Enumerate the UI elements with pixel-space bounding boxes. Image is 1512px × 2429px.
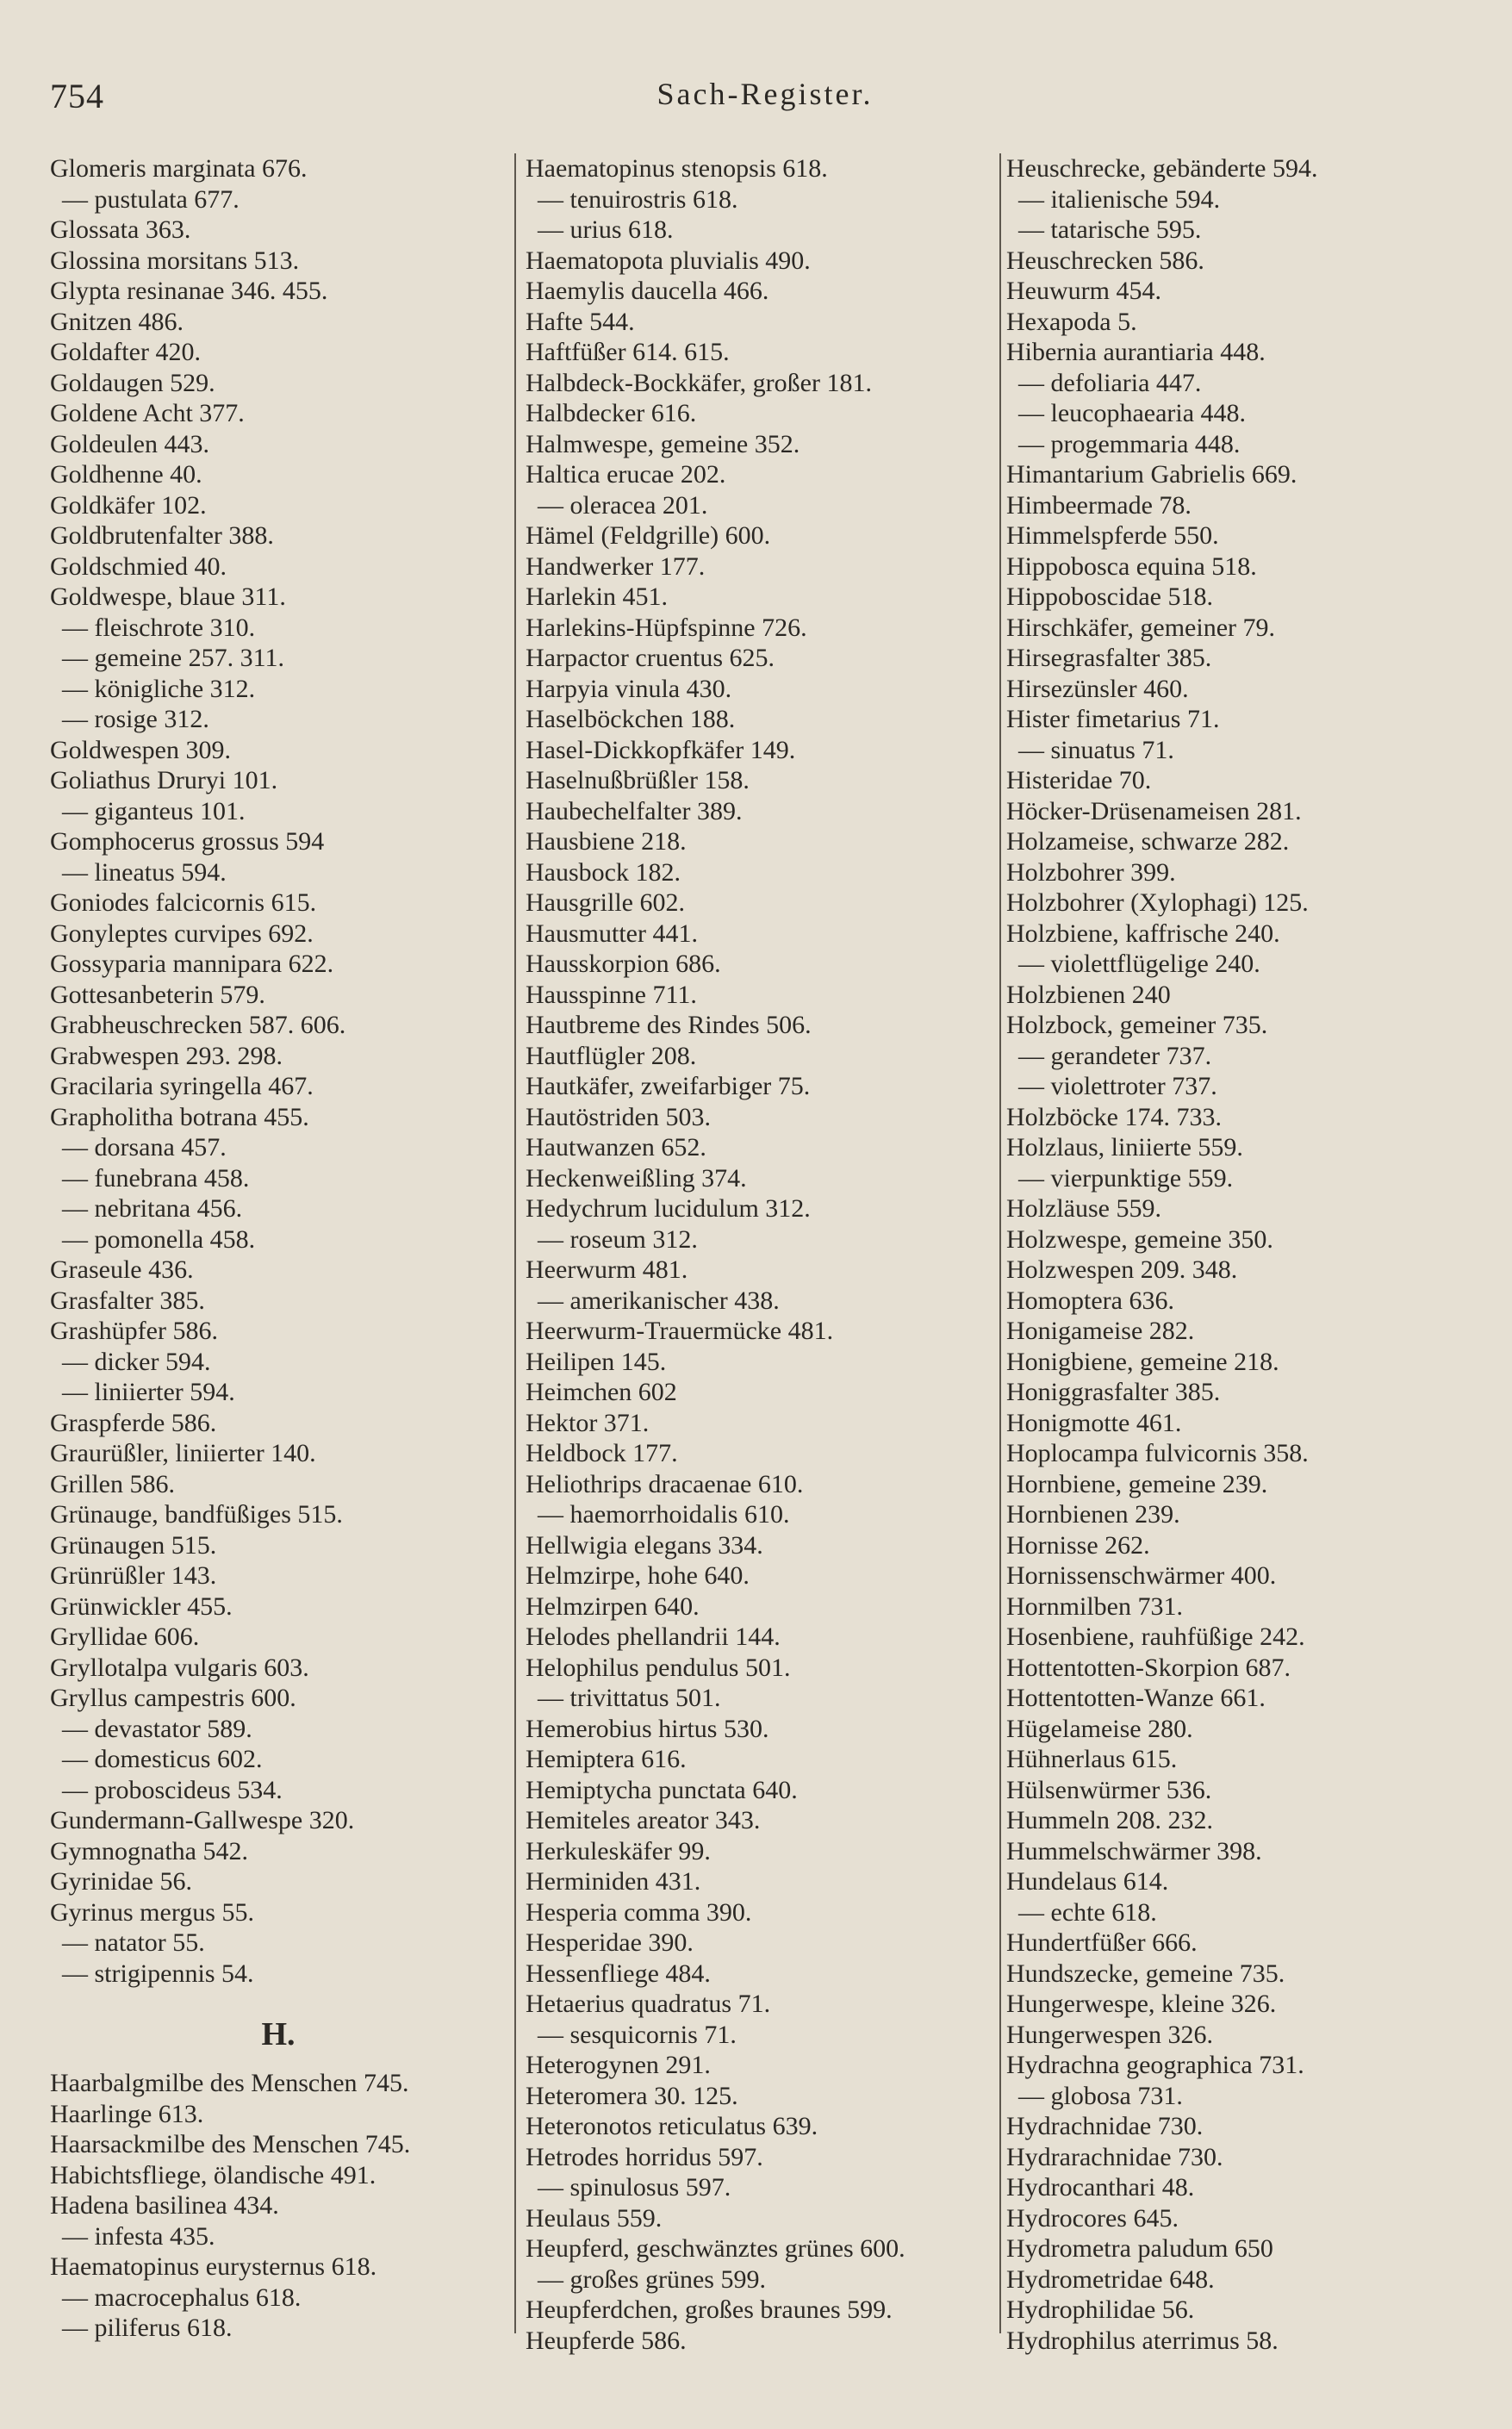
index-entry: Hornbienen 239. [1006,1500,1180,1529]
index-entry: Hausbiene 218. [526,827,687,856]
index-entry: Hausskorpion 686. [526,950,721,978]
index-entry: Helodes phellandrii 144. [526,1622,781,1651]
column-divider [999,153,1001,2333]
index-entry: Hetrodes horridus 597. [526,2142,763,2171]
index-entry: Goldschmied 40. [50,551,227,581]
index-entry: Grabheuschrecken 587. 606. [50,1011,346,1039]
index-entry: Hügelameise 280. [1006,1714,1193,1743]
index-entry: Grünwickler 455. [50,1591,233,1621]
index-entry: Helophilus pendulus 501. [526,1653,791,1682]
index-entry: Heupferd, geschwänztes grünes 600. [526,2234,905,2263]
index-entry: Hydrometridae 648. [1006,2264,1215,2294]
index-subentry: — strigipennis 54. [62,1959,254,1988]
index-entry: Hautwanzen 652. [526,1133,706,1162]
index-entry: Holzlaus, liniierte 559. [1006,1133,1243,1162]
page-header [50,76,1480,119]
index-entry: Goldkäfer 102. [50,490,207,520]
index-entry: Hydrocanthari 48. [1006,2173,1195,2202]
index-entry: Gryllus campestris 600. [50,1684,296,1712]
index-entry: Histeridae 70. [1006,766,1152,794]
index-entry: Gomphocerus grossus 594 [50,827,325,856]
index-entry: Gossyparia mannipara 622. [50,950,334,978]
index-entry: Grabwespen 293. 298. [50,1041,283,1070]
index-entry: Hautkäfer, zweifarbiger 75. [526,1072,811,1100]
index-entry: Honigameise 282. [1006,1317,1195,1345]
index-subentry: — sinuatus 71. [1018,735,1174,764]
index-entry: Hülsenwürmer 536. [1006,1775,1212,1804]
column-divider [514,153,516,2333]
index-entry: Gryllidae 606. [50,1622,200,1651]
index-entry: Habichtsfliege, ölandische 491. [50,2160,376,2189]
index-entry: Hydrarachnidae 730. [1006,2142,1223,2171]
index-subentry: — nebritana 456. [62,1194,243,1223]
index-subentry: — gerandeter 737. [1018,1041,1212,1070]
index-entry: Heilipen 145. [526,1347,667,1376]
index-subentry: — fleischrote 310. [62,613,256,642]
index-entry: Hautflügler 208. [526,1041,697,1070]
index-entry: Himmelspferde 550. [1006,521,1219,550]
index-subentry: — infesta 435. [62,2221,215,2251]
index-entry: Hundelaus 614. [1006,1867,1169,1896]
index-entry: Gundermann-Gallwespe 320. [50,1806,355,1834]
index-subentry: — spinulosus 597. [538,2173,731,2202]
index-entry: Hirsezünsler 460. [1006,674,1189,703]
index-entry: Himbeermade 78. [1006,490,1192,520]
index-entry: Graseule 436. [50,1255,194,1284]
index-subentry: — proboscideus 534. [62,1775,283,1804]
index-subentry: — progemmaria 448. [1018,429,1241,458]
index-entry: Hydrophilidae 56. [1006,2295,1195,2324]
index-entry: Holzbock, gemeiner 735. [1006,1011,1268,1039]
index-entry: Harpyia vinula 430. [526,674,732,703]
index-subentry: — pomonella 458. [62,1224,256,1254]
index-entry: Grasfalter 385. [50,1286,205,1315]
index-subentry: — pustulata 677. [62,184,240,214]
index-entry: Goldhenne 40. [50,460,202,489]
index-entry: Haematopinus eurysternus 618. [50,2252,377,2281]
index-entry: Homoptera 636. [1006,1286,1174,1315]
index-entry: Hornbiene, gemeine 239. [1006,1469,1268,1498]
index-entry: Gonyleptes curvipes 692. [50,919,314,948]
index-entry: Graurüßler, liniierter 140. [50,1439,316,1467]
index-entry: Herkuleskäfer 99. [526,1836,711,1865]
index-entry: Hippobosca equina 518. [1006,551,1257,581]
index-entry: Hirsegrasfalter 385. [1006,644,1212,672]
index-entry: Hundertfüßer 666. [1006,1928,1198,1957]
index-column-2 [526,153,1008,2359]
index-subentry: — domesticus 602. [62,1745,263,1773]
index-entry: Hektor 371. [526,1408,650,1437]
index-entry: Hemiptera 616. [526,1745,687,1773]
index-entry: Harlekin 451. [526,582,668,611]
index-entry: Haltica erucae 202. [526,460,726,489]
index-entry: Harpactor cruentus 625. [526,644,775,672]
index-entry: Gracilaria syringella 467. [50,1072,314,1100]
index-subentry: — vierpunktige 559. [1018,1163,1234,1193]
index-entry: Hummeln 208. 232. [1006,1806,1213,1834]
index-entry: Hasel-Dickkopfkäfer 149. [526,735,796,764]
index-entry: Heimchen 602 [526,1378,677,1406]
index-entry: Hemiteles areator 343. [526,1806,761,1834]
index-entry: Haarbalgmilbe des Menschen 745. [50,2069,409,2097]
index-entry: Gnitzen 486. [50,307,184,336]
index-entry: Hedychrum lucidulum 312. [526,1194,811,1223]
index-entry: Hexapoda 5. [1006,307,1137,336]
index-entry: Hellwigia elegans 334. [526,1530,763,1560]
index-entry: Hausgrille 602. [526,888,685,917]
index-subentry: — amerikanischer 438. [538,1286,780,1315]
index-entry: Himantarium Gabrielis 669. [1006,460,1297,489]
index-entry: Hesperia comma 390. [526,1897,752,1927]
index-entry: Hühnerlaus 615. [1006,1745,1178,1773]
index-entry: Hummelschwärmer 398. [1006,1836,1262,1865]
index-entry: Goniodes falcicornis 615. [50,888,317,917]
index-entry: Gymnognatha 542. [50,1836,248,1865]
index-entry: Glypta resinanae 346. 455. [50,277,328,305]
index-entry: Hungerwespe, kleine 326. [1006,1990,1277,2018]
index-entry: Hesperidae 390. [526,1928,694,1957]
index-entry: Hornmilben 731. [1006,1591,1183,1621]
page-number: 754 [50,77,104,115]
index-entry: Honigmotte 461. [1006,1408,1182,1437]
index-entry: Haselnußbrüßler 158. [526,766,750,794]
index-entry: Gryllotalpa vulgaris 603. [50,1653,309,1682]
index-entry: Holzbohrer 399. [1006,857,1176,887]
index-entry: Holzameise, schwarze 282. [1006,827,1290,856]
index-entry: Hydrachnidae 730. [1006,2112,1204,2140]
index-entry: Hafte 544. [526,307,635,336]
index-subentry: — urius 618. [538,215,674,244]
index-entry: Grünaugen 515. [50,1530,217,1560]
index-entry: Hornissenschwärmer 400. [1006,1561,1277,1590]
index-entry: Honigbiene, gemeine 218. [1006,1347,1279,1376]
index-entry: Hemerobius hirtus 530. [526,1714,769,1743]
index-entry: Grapholitha botrana 455. [50,1102,309,1131]
index-entry: Hosenbiene, rauhfüßige 242. [1006,1622,1305,1651]
index-subentry: — oleracea 201. [538,490,708,520]
index-entry: Haarlinge 613. [50,2099,204,2128]
index-subentry: — piliferus 618. [62,2314,233,2342]
index-subentry: — dicker 594. [62,1347,211,1376]
index-entry: Heuwurm 454. [1006,277,1161,305]
index-subentry: — natator 55. [62,1928,205,1957]
index-entry: Heupferde 586. [526,2326,687,2355]
index-entry: Handwerker 177. [526,551,706,581]
index-entry: Glossata 363. [50,215,191,244]
index-entry: Heteromera 30. 125. [526,2081,738,2110]
index-entry: Heerwurm 481. [526,1255,688,1284]
index-subentry: — rosige 312. [62,705,209,733]
index-entry: Grillen 586. [50,1469,175,1498]
index-entry: Heliothrips dracaenae 610. [526,1469,804,1498]
index-entry: Heckenweißling 374. [526,1163,747,1193]
index-entry: Haemylis daucella 466. [526,277,769,305]
index-subentry: — giganteus 101. [62,796,246,825]
index-entry: Höcker-Drüsenameisen 281. [1006,796,1302,825]
index-entry: Holzbienen 240 [1006,980,1171,1009]
index-entry: Gyrinidae 56. [50,1867,192,1896]
index-entry: Hibernia aurantiaria 448. [1006,338,1266,366]
index-subentry: — violettroter 737. [1018,1072,1217,1100]
index-entry: Hottentotten-Skorpion 687. [1006,1653,1291,1682]
index-entry: Hydrocores 645. [1006,2203,1179,2233]
index-entry: Helmzirpe, hohe 640. [526,1561,750,1590]
index-entry: Gyrinus mergus 55. [50,1897,254,1927]
index-subentry: — funebrana 458. [62,1163,250,1193]
index-subentry: — macrocephalus 618. [62,2283,302,2312]
index-entry: Hungerwespen 326. [1006,2020,1213,2049]
index-subentry: — lineatus 594. [62,857,227,887]
index-entry: Hydrophilus aterrimus 58. [1006,2326,1279,2355]
index-entry: Halmwespe, gemeine 352. [526,429,800,458]
index-entry: Haselböckchen 188. [526,705,736,733]
index-entry: Hessenfliege 484. [526,1959,711,1988]
index-subentry: — italienische 594. [1018,184,1221,214]
index-entry: Helmzirpen 640. [526,1591,700,1621]
index-subentry: — großes grünes 599. [538,2264,766,2294]
index-entry: Herminiden 431. [526,1867,701,1896]
index-entry: Glomeris marginata 676. [50,154,308,183]
index-subentry: — dorsana 457. [62,1133,227,1162]
index-entry: Grünauge, bandfüßiges 515. [50,1500,343,1529]
index-entry: Hottentotten-Wanze 661. [1006,1684,1266,1712]
index-entry: Goliathus Druryi 101. [50,766,278,794]
index-subentry: — leucophaearia 448. [1018,399,1247,427]
index-subentry: — tatarische 595. [1018,215,1202,244]
index-entry: Hautöstriden 503. [526,1102,711,1131]
index-entry: Haematopota pluvialis 490. [526,246,811,275]
index-subentry: — liniierter 594. [62,1378,235,1406]
index-entry: Hippoboscidae 518. [1006,582,1213,611]
index-subentry: — sesquicornis 71. [538,2020,737,2049]
index-subentry: — gemeine 257. 311. [62,644,285,672]
index-entry: Hirschkäfer, gemeiner 79. [1006,613,1275,642]
index-entry: Holzböcke 174. 733. [1006,1102,1222,1131]
index-entry: Goldwespen 309. [50,735,231,764]
index-entry: Gottesanbeterin 579. [50,980,265,1009]
index-entry: Grashüpfer 586. [50,1317,218,1345]
index-entry: Halbdeck-Bockkäfer, großer 181. [526,368,872,397]
index-subentry: — königliche 312. [62,674,256,703]
register-columns [50,153,1480,2359]
index-entry: Glossina morsitans 513. [50,246,300,275]
index-entry: Holzwespen 209. 348. [1006,1255,1238,1284]
index-entry: Hausbock 182. [526,857,681,887]
index-entry: Hautbreme des Rindes 506. [526,1011,812,1039]
index-entry: Heerwurm-Trauermücke 481. [526,1317,834,1345]
index-entry: Hornisse 262. [1006,1530,1150,1560]
index-entry: Hausspinne 711. [526,980,697,1009]
index-entry: Harlekins-Hüpfspinne 726. [526,613,807,642]
index-subentry: — defoliaria 447. [1018,368,1202,397]
index-entry: Goldwespe, blaue 311. [50,582,286,611]
index-entry: Heldbock 177. [526,1439,678,1467]
index-entry: Goldbrutenfalter 388. [50,521,274,550]
index-entry: Hundszecke, gemeine 735. [1006,1959,1285,1988]
index-entry: Haematopinus stenopsis 618. [526,154,828,183]
index-entry: Heteronotos reticulatus 639. [526,2112,818,2140]
index-subentry: — devastator 589. [62,1714,252,1743]
index-entry: Heuschrecke, gebänderte 594. [1006,154,1318,183]
index-entry: Goldene Acht 377. [50,399,245,427]
page-title: Sach-Register. [656,77,874,111]
index-entry: Hydrachna geographica 731. [1006,2051,1304,2079]
index-entry: Holzbiene, kaffrische 240. [1006,919,1280,948]
index-entry: Graspferde 586. [50,1408,217,1437]
index-column-1 [50,153,507,2359]
index-subentry: — roseum 312. [538,1224,698,1254]
index-entry: Haftfüßer 614. 615. [526,338,730,366]
index-entry: Holzwespe, gemeine 350. [1006,1224,1273,1254]
index-entry: Hister fimetarius 71. [1006,705,1220,733]
index-entry: Hämel (Feldgrille) 600. [526,521,771,550]
index-entry: Hausmutter 441. [526,919,698,948]
index-entry: Heupferdchen, großes braunes 599. [526,2295,893,2324]
index-entry: Hadena basilinea 434. [50,2191,279,2220]
index-entry: Hydrometra paludum 650 [1006,2234,1273,2263]
index-entry: Goldafter 420. [50,338,201,366]
index-entry: Goldeulen 443. [50,429,209,458]
index-entry: Hoplocampa fulvicornis 358. [1006,1439,1309,1467]
index-entry: Hetaerius quadratus 71. [526,1990,771,2018]
index-entry: Haarsackmilbe des Menschen 745. [50,2130,411,2158]
index-entry: Heuschrecken 586. [1006,246,1204,275]
section-heading: H. [261,2016,296,2052]
index-entry: Holzläuse 559. [1006,1194,1161,1223]
index-entry: Holzbohrer (Xylophagi) 125. [1006,888,1309,917]
index-entry: Hemiptycha punctata 640. [526,1775,798,1804]
index-subentry: — globosa 731. [1018,2081,1183,2110]
index-entry: Heterogynen 291. [526,2051,711,2079]
index-entry: Heulaus 559. [526,2203,663,2233]
index-subentry: — echte 618. [1018,1897,1157,1927]
index-subentry: — violettflügelige 240. [1018,950,1260,978]
index-entry: Haubechelfalter 389. [526,796,743,825]
index-entry: Honiggrasfalter 385. [1006,1378,1221,1406]
index-subentry: — haemorrhoidalis 610. [538,1500,790,1529]
index-column-3 [1006,153,1489,2359]
index-subentry: — trivittatus 501. [538,1684,721,1712]
index-entry: Halbdecker 616. [526,399,697,427]
index-entry: Grünrüßler 143. [50,1561,217,1590]
index-subentry: — tenuirostris 618. [538,184,738,214]
index-entry: Goldaugen 529. [50,368,215,397]
